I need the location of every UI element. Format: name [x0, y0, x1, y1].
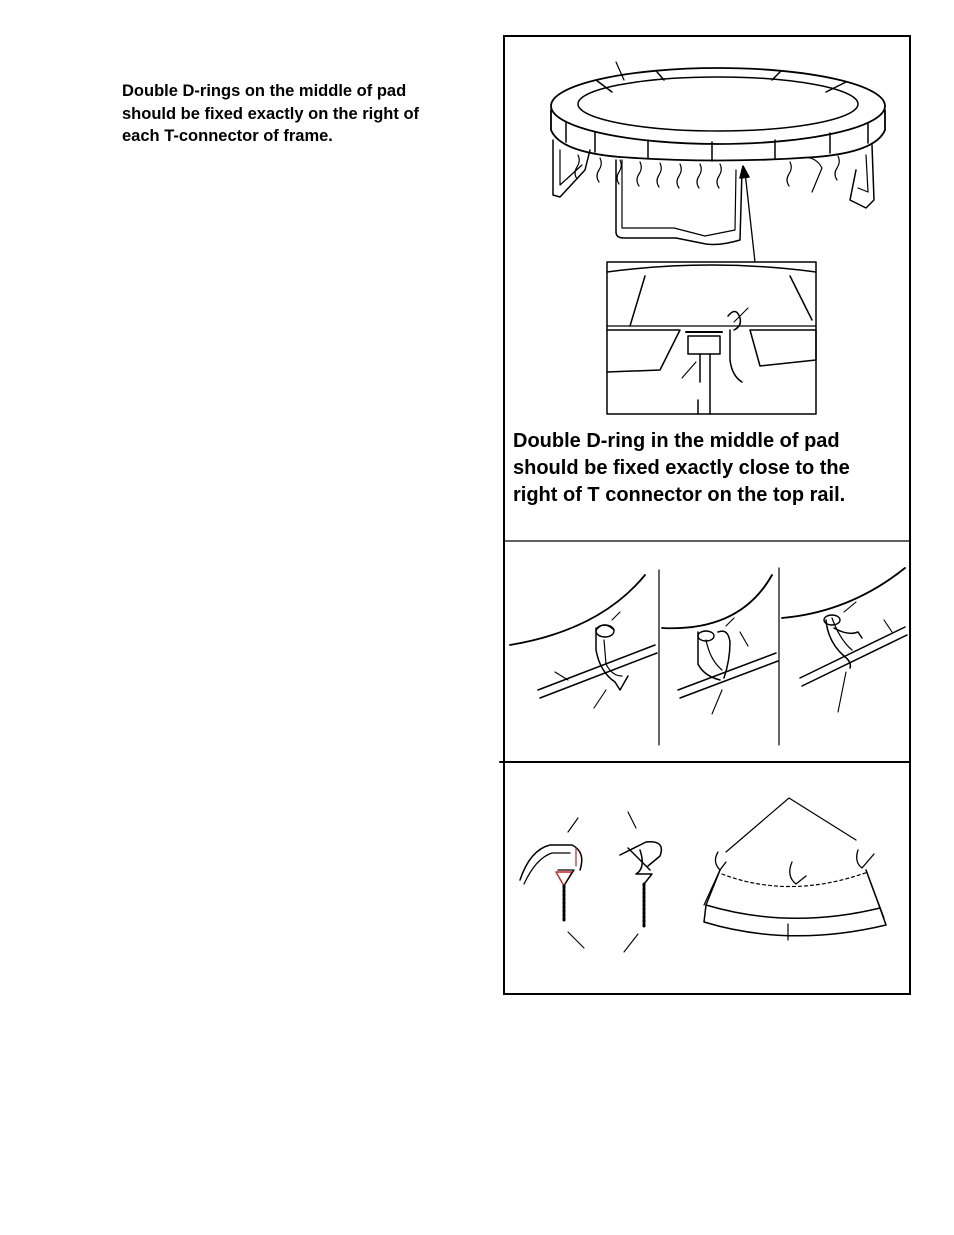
connector-detail-illustration — [607, 262, 816, 414]
figure-caption — [513, 428, 903, 509]
caption-line-1: Double D-ring in the middle of pad — [513, 430, 840, 452]
trampoline-illustration — [551, 62, 885, 262]
caption-line-3: right of T connector on the top rail. — [513, 484, 846, 506]
instruction-line-1: Double D-rings on the middle of pad — [122, 82, 407, 100]
instruction-line-3: each T-connector of frame. — [122, 127, 333, 145]
instruction-line-2: should be fixed exactly on the right of — [122, 104, 420, 123]
caption-line-2: should be fixed exactly close to the — [513, 457, 850, 479]
hooking-steps-illustration — [510, 568, 907, 714]
spring-dring-illustration — [520, 798, 886, 952]
